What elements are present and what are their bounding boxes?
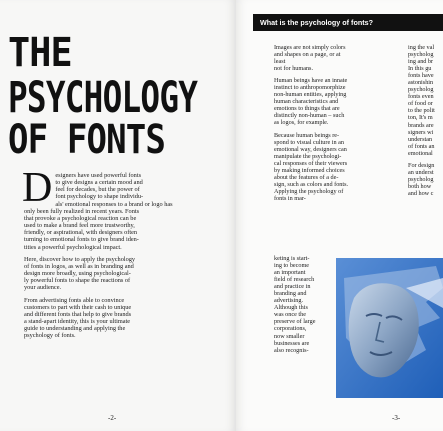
text-line: an important (274, 269, 306, 277)
text-line: your audience. (24, 284, 62, 292)
text-line: Although this (274, 304, 308, 312)
text-line: distinctly non-human – such (274, 112, 345, 120)
right-page (236, 0, 443, 431)
page-title-line-2: PSYCHOLOGY (8, 73, 198, 123)
text-line: manipulate the psychologi- (274, 152, 342, 160)
drop-cap: D (22, 165, 53, 211)
intro-paragraph (22, 165, 178, 251)
right-column-clipped (408, 44, 443, 202)
right-paragraph-5 (408, 44, 443, 157)
text-line: of fonts in logos, as well as in branding and (24, 262, 134, 270)
text-line: For design (408, 161, 435, 169)
statue-face-image (336, 258, 443, 398)
text-line: psycholog (408, 86, 434, 94)
text-line: and how c (408, 189, 434, 197)
text-line: emotional (408, 149, 433, 157)
right-paragraph-6 (408, 162, 443, 197)
text-line: astonishin (408, 79, 434, 87)
right-paragraph-3 (274, 132, 352, 202)
text-line: In this gu (408, 65, 432, 73)
page-title-line-3: OF FONTS (8, 117, 165, 163)
text-line: an underst (408, 168, 434, 176)
text-line: Here, discover how to apply the psychology (24, 255, 136, 263)
text-line: Because human beings re- (274, 131, 340, 139)
text-line: not for humans. (274, 65, 314, 73)
text-line: instinct to anthropomorphize (274, 84, 346, 92)
text-line: fonts have (408, 72, 434, 80)
text-line: both how (408, 182, 432, 190)
text-line: spond to visual culture in an (274, 138, 344, 146)
text-line: of food or (408, 100, 433, 108)
text-line: that provoke a psychological reaction can be (24, 214, 137, 222)
text-line: to the polit (408, 107, 435, 115)
right-column-main (274, 44, 352, 207)
text-line: about the features of a de- (274, 173, 339, 181)
text-line: ing to become (274, 262, 310, 270)
text-line: and different fonts that help to give brands (24, 310, 132, 318)
right-paragraph-1 (274, 44, 352, 72)
text-line: field of research (274, 276, 315, 284)
text-line: fonts in mar- (274, 194, 306, 202)
right-column-narrow (274, 255, 330, 359)
text-line: used to make a brand feel more trustworthy, (24, 222, 135, 230)
text-line: fonts even (408, 93, 434, 101)
text-line: non-human entities, applying (274, 91, 347, 99)
text-line: emotions to things that are (274, 105, 340, 113)
text-line: understan (408, 135, 433, 143)
text-line: Applying the psychology of (274, 187, 344, 195)
page-number-left: -2- (108, 414, 117, 422)
text-line: human characteristics and (274, 98, 339, 106)
text-line: advertising. (274, 297, 304, 305)
text-line: font psychology to shape individu- (55, 193, 144, 201)
text-line: als' emotional responses to a brand or logo has (55, 200, 173, 208)
text-line: and practice in (274, 283, 311, 291)
right-paragraph-4 (274, 255, 330, 354)
text-line: Images are not simply colors (274, 44, 346, 51)
text-line: cal responses of their viewers (274, 159, 348, 167)
right-paragraph-2 (274, 77, 352, 126)
text-line: From advertising fonts able to convince (24, 296, 125, 304)
text-line: now smaller (274, 332, 305, 340)
text-line: friendly, or aspirational, with designers often (24, 229, 138, 237)
text-line: psycholog (408, 175, 434, 183)
text-line: as logos, for example. (274, 119, 329, 127)
text-line: was once the (274, 311, 306, 319)
text-line: a stand-apart identity, this is your ultimate (24, 317, 131, 325)
text-line: and shapes on a page, or at least (274, 51, 341, 66)
text-line: of fonts an (408, 142, 435, 150)
text-line: emotional way, designers can (274, 145, 347, 153)
text-line: only been fully realized in recent years. Fonts (24, 207, 140, 215)
page-number-right: -3- (392, 414, 401, 422)
text-line: tities a powerful psychological impact. (24, 243, 122, 251)
body-paragraph-2 (24, 256, 178, 292)
body-paragraph-3 (24, 297, 178, 340)
text-line: brands are (408, 121, 434, 129)
text-line: psychology of fonts. (24, 332, 76, 340)
section-header: What is the psychology of fonts? (253, 14, 443, 31)
text-line: turning to emotional fonts to give brand iden- (24, 236, 139, 244)
text-line: by making informed choices (274, 166, 345, 174)
text-line: ing and br (408, 58, 434, 66)
text-line: ly powerful fonts to shape the reactions of (24, 277, 131, 285)
text-line: ton, It's m (408, 114, 433, 122)
text-line: feel for decades, but the power of (55, 186, 140, 194)
text-line: design more broadly, using psychological- (24, 270, 131, 278)
text-line: esigners have used powerful fonts (55, 172, 142, 179)
text-line: guide to understanding and applying the (24, 325, 126, 333)
text-line: to give designs a certain mood and (55, 179, 143, 187)
left-body-text (22, 165, 178, 344)
text-line: businesses are (274, 339, 310, 347)
text-line: branding and (274, 290, 307, 298)
text-line: Human beings have an innate (274, 77, 348, 85)
text-line: corporations, (274, 325, 307, 333)
page-title-line-1: THE (8, 30, 72, 76)
text-line: signers wi (408, 128, 434, 136)
text-line: psycholog (408, 51, 434, 59)
text-line: sign, such as colors and fonts. (274, 180, 349, 188)
text-line: preserve of large (274, 318, 316, 326)
text-line: customers to part with their cash to unique (24, 303, 132, 311)
text-line: keting is start- (274, 255, 310, 262)
text-line: ing the val (408, 44, 435, 51)
text-line: also recognis- (274, 346, 309, 354)
